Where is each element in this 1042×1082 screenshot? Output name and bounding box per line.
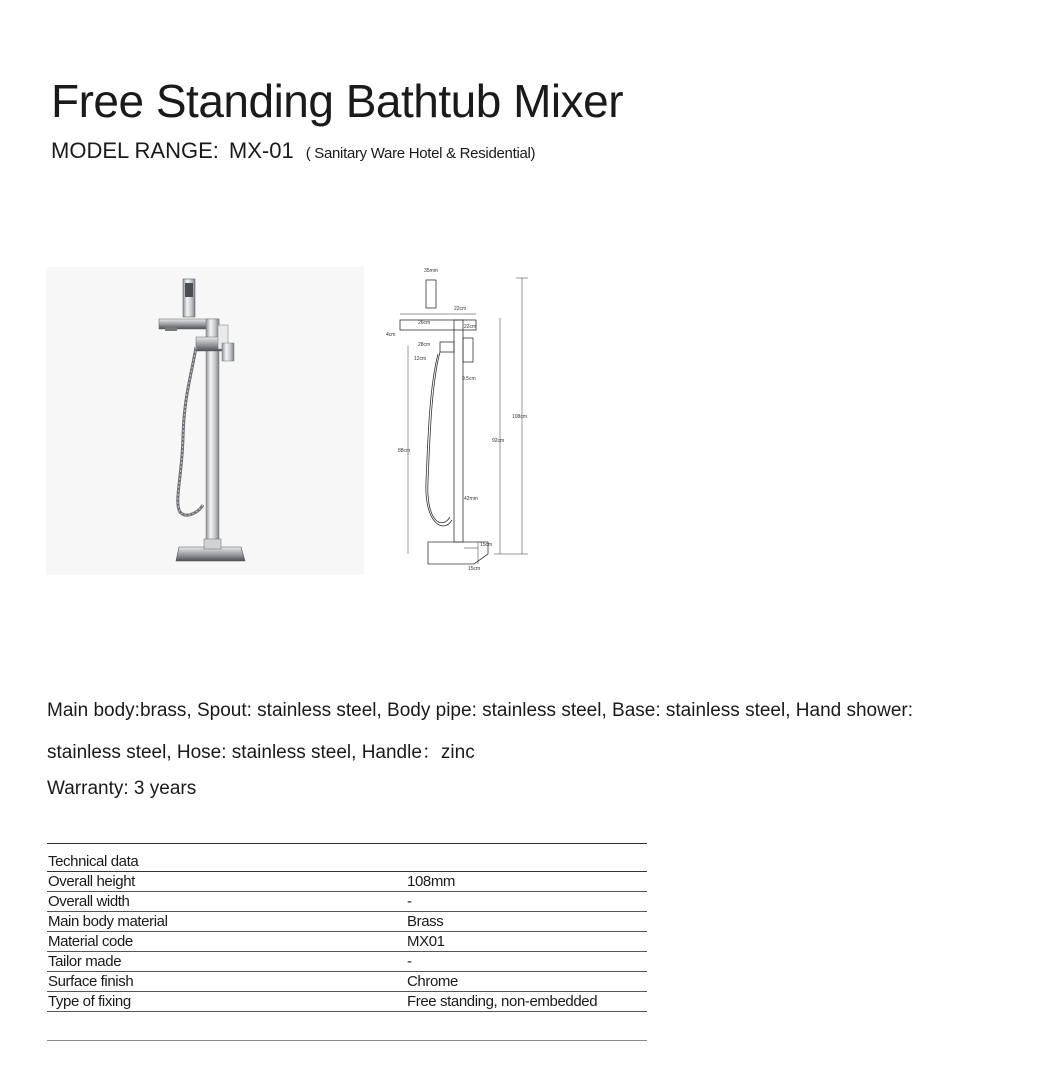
- row-value: -: [407, 892, 647, 912]
- dimension-drawing-svg: [380, 262, 540, 580]
- row-value: MX01: [407, 932, 647, 952]
- row-label: Material code: [47, 932, 407, 952]
- table-heading: Technical data: [47, 844, 647, 872]
- row-value: 108mm: [407, 872, 647, 892]
- dim-label: 4cm: [386, 332, 396, 338]
- model-subtitle: ( Sanitary Ware Hotel & Residential): [305, 145, 536, 162]
- row-label: Tailor made: [47, 952, 407, 972]
- row-value: Free standing, non-embedded: [407, 992, 647, 1012]
- description-line: stainless steel, Hose: stainless steel, Handle：zinc: [47, 742, 475, 763]
- model-range-label: MODEL RANGE:: [51, 138, 219, 163]
- table-heading-row: [47, 844, 647, 872]
- page-title: Free Standing Bathtub Mixer: [51, 75, 624, 127]
- dim-label: 15cm: [468, 566, 481, 572]
- dim-label: 35mm: [424, 268, 438, 274]
- table-row: [47, 952, 647, 972]
- row-label: Overall height: [47, 872, 407, 892]
- dim-label: 22cm: [464, 324, 477, 330]
- dim-label: 15cm: [480, 542, 493, 548]
- row-value: Brass: [407, 912, 647, 932]
- table-row: [47, 872, 647, 892]
- dim-label: 22cm: [454, 306, 467, 312]
- dim-label: 9.5cm: [462, 376, 476, 382]
- table-row: [47, 892, 647, 912]
- row-label: Overall width: [47, 892, 407, 912]
- dim-label: 12cm: [414, 356, 427, 362]
- dim-label: 108cm: [512, 414, 528, 420]
- dim-label: 26cm: [418, 320, 431, 326]
- material-description: [47, 690, 1037, 774]
- row-value: -: [407, 952, 647, 972]
- table-row: [47, 972, 647, 992]
- dim-label: 92cm: [492, 438, 505, 444]
- dim-label: 88cm: [398, 448, 411, 454]
- row-label: Type of fixing: [47, 992, 407, 1012]
- row-label: Main body material: [47, 912, 407, 932]
- faucet-photo-illustration: [46, 267, 364, 575]
- table-footer-rule: [47, 1012, 647, 1041]
- table-row: [47, 992, 647, 1012]
- dim-label: 28cm: [418, 342, 431, 348]
- model-range: [51, 138, 535, 164]
- table-row: [47, 912, 647, 932]
- model-code: MX-01: [228, 138, 294, 163]
- warranty-text: Warranty: 3 years: [47, 778, 197, 799]
- row-label: Surface finish: [47, 972, 407, 992]
- technical-data-table: [47, 843, 647, 1041]
- table-row: [47, 932, 647, 952]
- dim-label: 42mm: [464, 496, 478, 502]
- description-line: Main body:brass, Spout: stainless steel, Body pipe: stainless steel, Base: stainless steel, Hand shower:: [47, 700, 914, 721]
- product-photo: [46, 267, 364, 575]
- dimension-drawing: [380, 262, 540, 580]
- row-value: Chrome: [407, 972, 647, 992]
